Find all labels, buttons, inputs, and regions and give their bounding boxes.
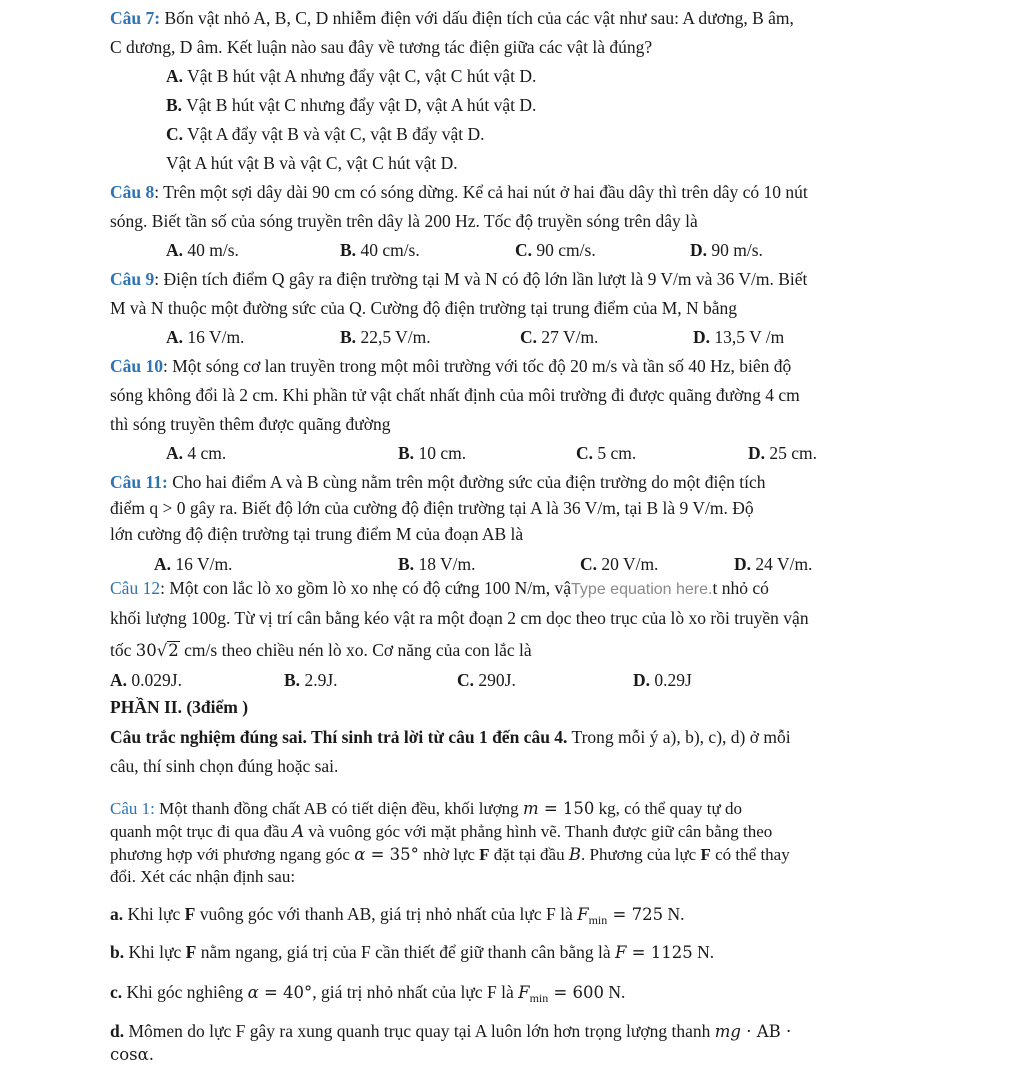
q10-stem-line2: sóng không đổi là 2 cm. Khi phần tử vật chất nhất định của môi trường đi được quãng đường 4 cm bbox=[110, 385, 800, 405]
tf1-stem-line2: quanh một trục đi qua đầu A và vuông góc với mặt phẳng hình vẽ. Thanh được giữ cân bằng theo bbox=[110, 822, 773, 841]
q12-label: Câu 12 bbox=[110, 578, 161, 598]
tf1-statement-b: b. Khi lực F nằm ngang, giá trị của F cần thiết để giữ thanh cân bằng là F = 1125 N. bbox=[110, 942, 715, 962]
tf1-label: Câu 1: bbox=[110, 799, 155, 818]
q11-stem-line3: lớn cường độ điện trường tại trung điểm M của đoạn AB là bbox=[110, 524, 524, 544]
q8-stem-line1: Câu 8: Trên một sợi dây dài 90 cm có sóng dừng. Kể cả hai nút ở hai đầu dây thì trên dây có 10 nút bbox=[110, 182, 808, 202]
q12-option-c: C. 290J. bbox=[457, 670, 516, 690]
q8-stem-line2: sóng. Biết tần số của sóng truyền trên dây là 200 Hz. Tốc độ truyền sóng trên dây là bbox=[110, 211, 698, 231]
q10-option-b: B. 10 cm. bbox=[398, 443, 467, 463]
q7-option-a: A. Vật B hút vật A nhưng đẩy vật C, vật C hút vật D. bbox=[166, 66, 537, 86]
q8-option-d: D. 90 m/s. bbox=[690, 240, 763, 260]
q12-math-root: 2 bbox=[168, 641, 179, 660]
q8-option-b: B. 40 cm/s. bbox=[340, 240, 420, 260]
q7-stem1: Bốn vật nhỏ A, B, C, D nhiễm điện với dấu điện tích của các vật như sau: A dương, B âm, bbox=[164, 8, 794, 28]
q9-option-a: A. 16 V/m. bbox=[166, 327, 245, 347]
q9-option-d: D. 13,5 V /m bbox=[693, 327, 785, 347]
q7-stem-line1 bbox=[110, 6, 794, 30]
q10-option-d: D. 25 cm. bbox=[748, 443, 818, 463]
q11-label: Câu 11: bbox=[110, 472, 168, 492]
q8-label: Câu 8 bbox=[110, 182, 155, 202]
equation-placeholder[interactable]: Type equation here. bbox=[571, 581, 713, 598]
q9-option-b: B. 22,5 V/m. bbox=[340, 327, 431, 347]
q10-option-a: A. 4 cm. bbox=[166, 443, 227, 463]
q10-label: Câu 10 bbox=[110, 356, 163, 376]
q10-option-c: C. 5 cm. bbox=[576, 443, 637, 463]
q12-option-b: B. 2.9J. bbox=[284, 670, 338, 690]
q7-option-d: Vật A hút vật B và vật C, vật C hút vật D. bbox=[166, 153, 458, 173]
sqrt-sign: √ bbox=[156, 641, 168, 660]
q7-option-b: B. Vật B hút vật C nhưng đẩy vật D, vật A hút vật D. bbox=[166, 95, 537, 115]
tf1-stem-line4: đổi. Xét các nhận định sau: bbox=[110, 867, 296, 886]
q9-label: Câu 9 bbox=[110, 269, 155, 289]
q12-stem-line3: tốc 30√2 cm/s theo chiều nén lò xo. Cơ năng của con lắc là bbox=[110, 640, 532, 660]
q8-option-c: C. 90 cm/s. bbox=[515, 240, 596, 260]
q7-option-c: C. Vật A đẩy vật B và vật C, vật B đẩy vật D. bbox=[166, 124, 485, 144]
q9-stem-line1: Câu 9: Điện tích điểm Q gây ra điện trường tại M và N có độ lớn lần lượt là 9 V/m và 36 V/m. Biết bbox=[110, 269, 808, 289]
q9-option-c: C. 27 V/m. bbox=[520, 327, 599, 347]
q11-option-d: D. 24 V/m. bbox=[734, 554, 813, 574]
q8-option-a: A. 40 m/s. bbox=[166, 240, 239, 260]
q7-label: Câu 7: bbox=[110, 8, 161, 28]
q12-stem-line1: Câu 12: Một con lắc lò xo gồm lò xo nhẹ có độ cứng 100 N/m, vậType equation here.t nhỏ có bbox=[110, 578, 769, 598]
q12-option-d: D. 0.29J bbox=[633, 670, 692, 690]
q12-math-coef: 30 bbox=[135, 641, 157, 660]
q7-stem-line2: C dương, D âm. Kết luận nào sau đây về tương tác điện giữa các vật là đúng? bbox=[110, 37, 653, 57]
q12-stem-line2: khối lượng 100g. Từ vị trí cân bằng kéo vật ra một đoạn 2 cm dọc theo trục của lò xo rồi truyền vận bbox=[110, 608, 809, 628]
q11-stem-line2: điểm q > 0 gây ra. Biết độ lớn của cường độ điện trường tại A là 36 V/m, tại B là 9 V/m. Độ bbox=[110, 498, 754, 518]
tf1-statement-d: d. Mômen do lực F gây ra xung quanh trục quay tại A luôn lớn hơn trọng lượng thanh mg · AB · bbox=[110, 1021, 792, 1041]
tf1-statement-a: a. Khi lực F vuông góc với thanh AB, giá trị nhỏ nhất của lực F là $F_{min} = 725$ N. bbox=[110, 904, 685, 927]
q11-option-c: C. 20 V/m. bbox=[580, 554, 659, 574]
tf1-stem-line1: Câu 1: Một thanh đồng chất AB có tiết diện đều, khối lượng m = 150 kg, có thể quay tự do bbox=[110, 799, 742, 818]
q11-option-a: A. 16 V/m. bbox=[154, 554, 233, 574]
q11-option-b: B. 18 V/m. bbox=[398, 554, 476, 574]
tf1-statement-d-line2: cosα. bbox=[110, 1045, 155, 1064]
q10-stem-line3: thì sóng truyền thêm được quãng đường bbox=[110, 414, 391, 434]
part2-heading: PHẦN II. (3điểm ) bbox=[110, 697, 249, 717]
part2-instructions-line2: câu, thí sinh chọn đúng hoặc sai. bbox=[110, 756, 339, 776]
tf1-statement-c: c. Khi góc nghiêng α = 40°, giá trị nhỏ nhất của lực F là $F_{min} = 600$ N. bbox=[110, 982, 626, 1005]
tf1-stem-line3: phương hợp với phương ngang góc α = 35° nhờ lực F đặt tại đầu B. Phương của lực F có thể thay bbox=[110, 845, 790, 864]
part2-instructions-line1: Câu trắc nghiệm đúng sai. Thí sinh trả lời từ câu 1 đến câu 4. Trong mỗi ý a), b), c), d) ở mỗi bbox=[110, 727, 791, 747]
q9-stem-line2: M và N thuộc một đường sức của Q. Cường độ điện trường tại trung điểm của M, N bằng bbox=[110, 298, 738, 318]
q12-option-a: A. 0.029J. bbox=[110, 670, 182, 690]
q11-stem-line1: Câu 11: Cho hai điểm A và B cùng nằm trên một đường sức của điện trường do một điện tích bbox=[110, 472, 766, 492]
q10-stem-line1: Câu 10: Một sóng cơ lan truyền trong một môi trường với tốc độ 20 m/s và tần số 40 Hz, biên độ bbox=[110, 356, 792, 376]
